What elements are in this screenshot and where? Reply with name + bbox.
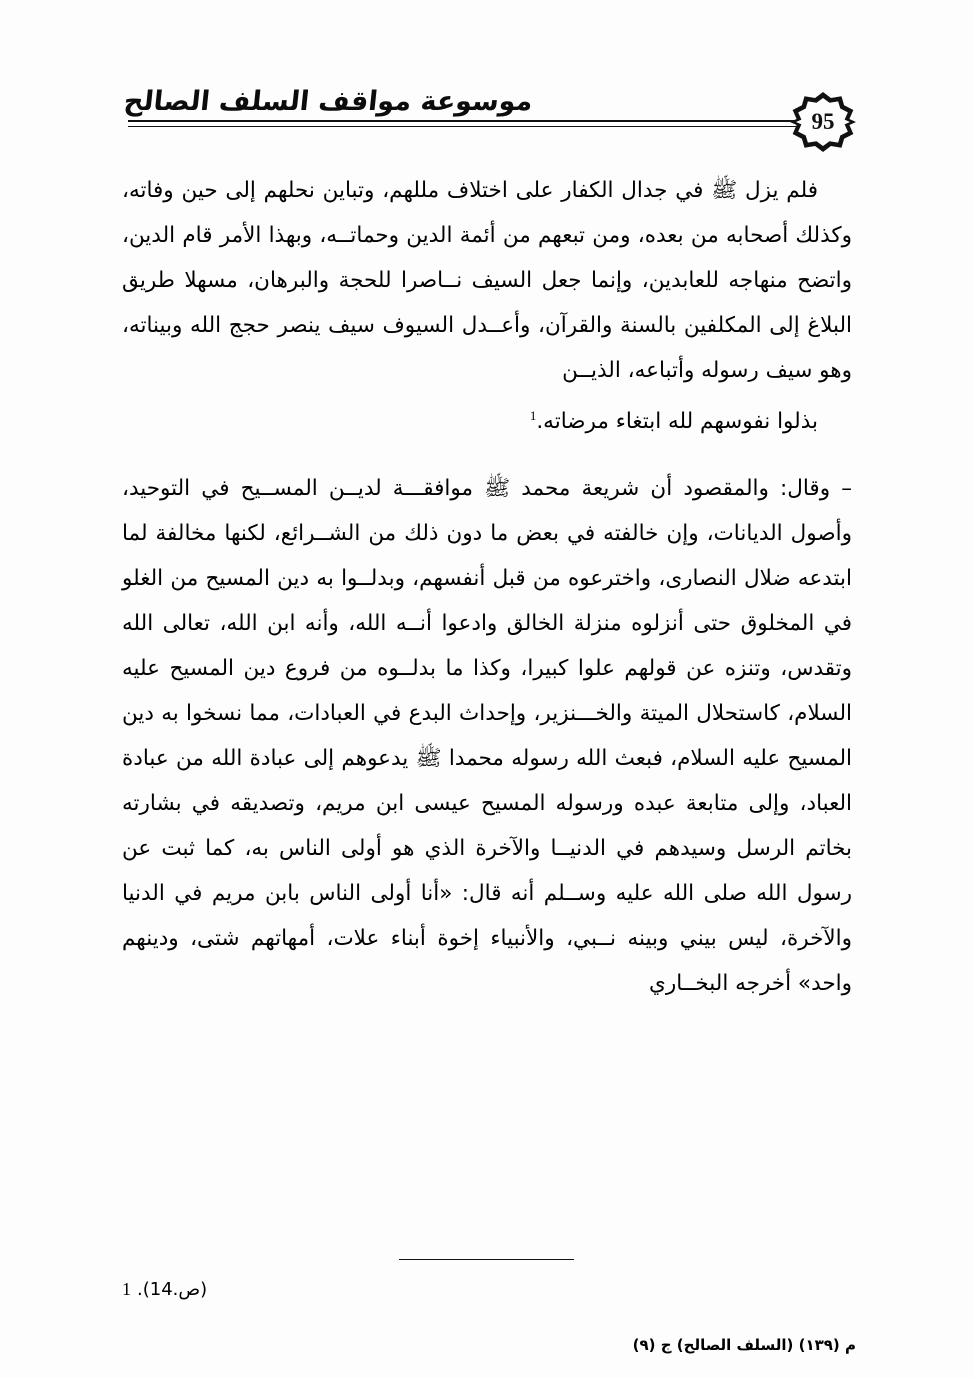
footnote-marker-1: 1 <box>529 408 537 423</box>
page-header <box>118 86 856 154</box>
page-body <box>122 168 852 1012</box>
paragraph-1 <box>122 168 852 444</box>
paragraph-1-closing <box>122 393 852 444</box>
paragraph-2 <box>122 466 852 1006</box>
footnote-number: 1 <box>122 1279 131 1299</box>
page-number-badge <box>790 92 856 152</box>
footnote-block <box>122 1279 852 1300</box>
book-title: موسوعة مواقف السلف الصالح <box>122 86 535 117</box>
page-number: 95 <box>811 109 835 134</box>
paragraph-1-text: فلم يزل ﷺ في جدال الكفار على اختلاف مللهم، وتباين نحلهم إلى حين وفاته، وكذلك أصحابه من بعده، ومن تبعهم من أئمة الدين وحماتــه، وبهذا الأمر قام الدين، واتضح منهاجه للعابدين، وإنما جعل السيف نــاصرا للحجة والبرهان، مسهلا طريق البلاغ إلى المكلفين بالسنة والقرآن، وأعــدل السيوف سيف ينصر حجج الله وبيناته، وهو سيف رسوله وأتباعه، الذيــن <box>122 178 852 383</box>
paragraph-2-text: – وقال: والمقصود أن شريعة محمد ﷺ موافقـــة لديــن المســيح في التوحيد، وأصول الديانات، وإن خالفته في بعض ما دون ذلك من الشــرائع، لكنها مخالفة لما ابتدعه ضلال النصارى، واخترعوه من قبل أنفسهم، وبدلــوا به دين المسيح من الغلو في المخلوق حتى أنزلوه منزلة الخالق وادعوا أنــه الله، وأنه ابن الله، تعالى الله وتقدس، وتنزه عن قولهم علوا كبيرا، وكذا ما بدلــوه من فروع دين المسيح عليه السلام، كاستحلال الميتة والخـــنزير، وإحداث البدع في العبادات، مما نسخوا به دين المسيح عليه السلام، فبعث الله رسوله محمدا ﷺ يدعوهم إلى عبادة الله من عبادة العباد، وإلى متابعة عبده ورسوله المسيح عيسى ابن مريم، وتصديقه في بشارته بخاتم الرسل وسيدهم في الدنيــا والآخرة الذي هو أولى الناس به، كما ثبت عن رسول الله صلى الله عليه وســلم أنه قال: «أنا أولى الناس بابن مريم في الدنيا والآخرة، ليس بيني وبينه نــبي، والأنبياء إخوة أبناء علات، أمهاتهم شتى، ودينهم واحد» أخرجه البخــاري <box>122 476 852 997</box>
paragraph-1-closing-text: بذلوا نفوسهم لله ابتغاء مرضاته. <box>536 409 818 435</box>
footnote-text: (ص.14). <box>137 1279 208 1300</box>
header-rule-top <box>128 120 796 122</box>
footnote-separator <box>399 1259 574 1260</box>
bottom-signature-mark: م (١٣٩) (السلف الصالح) ج (٩) <box>632 1336 856 1354</box>
header-rule-bottom <box>128 126 796 127</box>
